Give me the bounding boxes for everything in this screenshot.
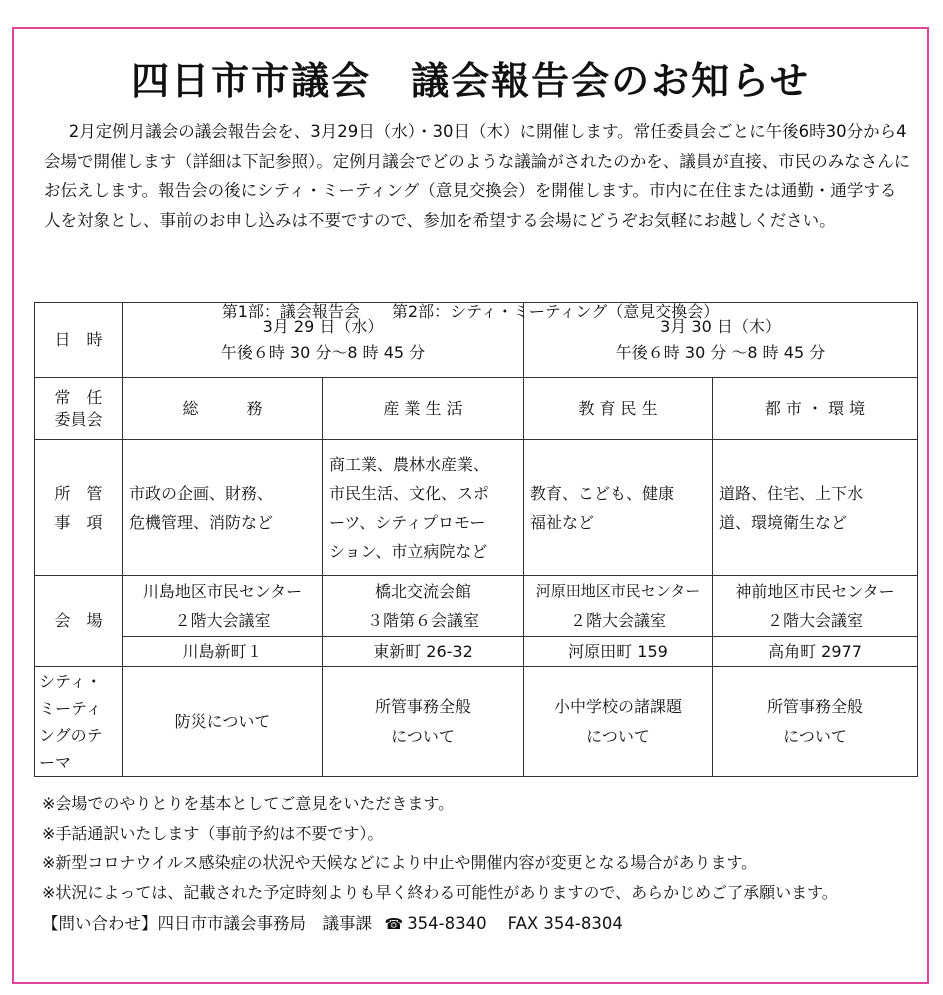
venue-name: 橋北交流会館 [374,582,471,601]
venue-room: ２階大会議室 [569,611,666,630]
note-item: ※会場でのやりとりを基本としてご意見をいただきます。 [42,794,455,813]
jurisdiction-soumu [123,440,323,576]
committee-sangyo: 産 業 生 活 [323,378,524,440]
committee-toshi: 都 市 ・ 環 境 [713,378,918,440]
row-label-line: ミーティ [39,698,102,718]
theme-line: 小中学校の諸課題 [553,696,682,716]
phone-icon: ☎ [384,915,404,933]
row-label-line: 所 管 [54,483,103,503]
jurisdiction-line: 道路、住宅、上下水 [719,483,864,503]
venue-room: ２階大会議室 [767,611,864,630]
row-label-line: 日 時 [54,330,103,349]
venue-name: 川島地区市民センター [142,582,303,601]
notes-section [42,789,922,940]
jurisdiction-kyoiku [524,440,713,576]
row-label-line: ングのテ [39,725,103,745]
jurisdiction-line: 商工業、農林水産業、 [329,454,490,474]
row-label-line: シティ・ [39,671,102,691]
datetime-row [35,303,918,378]
note-item: ※状況によっては、記載された予定時刻よりも早く終わる可能性がありますので、あらかじめご了承願います。 [42,882,838,902]
jurisdiction-sangyo [323,440,524,576]
venue-toshi [713,576,918,637]
venue-address: 川島新町１ [123,637,323,667]
venue-name: 神前地区市民センター [735,582,895,601]
page-title: 四日市市議会 議会報告会のお知らせ [131,59,810,103]
row-label-theme [35,667,123,777]
theme-kyoiku [524,667,713,777]
venue-address: 高角町 2977 [713,637,918,667]
committee-row [35,378,918,440]
date-line: 3月 29 日（水） [262,317,384,336]
jurisdiction-line: 教育、こども、健康 [530,483,675,503]
jurisdiction-line: 道、環境衛生など [719,512,848,532]
intro-paragraph: 2月定例月議会の議会報告会を、3月29日（水）・30日（木）に開催します。常任委員会ごとに午後6時30分から4会場で開催します（詳細は下記参照）。定例月議会でどのような議論がされたのかを、議員が直接、市民のみなさんにお伝えします。報告会の後にシティ・ミーティング（意見交換会）を開催します。市内に在住または通勤・通学する人を対象とし、事前のお申し込みは不要ですので、参加を希望する会場にどうぞお気軽にお越しください。 [44,122,911,230]
date-line: 3月 30 日（木） [660,317,781,336]
committee-soumu: 総 務 [123,378,323,440]
theme-line: について [586,726,650,746]
jurisdiction-line: 危機管理、消防など [129,512,274,532]
jurisdiction-line: ーツ、シティプロモー [329,512,486,532]
jurisdiction-row [35,440,918,576]
jurisdiction-line: 福祉など [530,512,595,532]
theme-soumu [123,667,323,777]
venue-sangyo [323,576,524,637]
row-label-committee [35,378,123,440]
venue-room: ３階第６会議室 [366,611,479,630]
row-label-line: 委員会 [54,409,103,429]
row-label-line: 事 項 [54,512,103,532]
contact-label: 【問い合わせ】四日市市議会事務局 議事課 [42,914,372,933]
program-parts: 第1部：議会報告会 第2部：シティ・ミーティング（意見交換会） [221,302,720,321]
theme-line: について [391,726,455,746]
schedule-table [34,302,918,777]
notice-frame [12,27,929,984]
venue-row [35,576,918,637]
venue-kyoiku [524,576,713,637]
theme-line: について [783,726,847,746]
row-label-datetime [35,303,123,378]
committee-kyoiku: 教 育 民 生 [524,378,713,440]
row-label-jurisdiction [35,440,123,576]
date-cell-30 [524,303,918,378]
theme-toshi [713,667,918,777]
venue-address: 東新町 26-32 [323,637,524,667]
jurisdiction-line: 市民生活、文化、スポ [329,483,490,503]
theme-line: 所管事務全般 [374,696,471,716]
contact-phone: 354-8340 [407,914,487,933]
row-label-line: ーマ [39,752,72,772]
row-label-line: 常 任 [54,387,103,407]
theme-sangyo [323,667,524,777]
jurisdiction-line: ション、市立病院など [329,541,488,561]
time-line: 午後６時 30 分～8 時 45 分 [220,343,426,362]
venue-address: 河原田町 159 [524,637,713,667]
note-item: ※手話通訳いたします（事前予約は不要です）。 [42,823,384,843]
time-line: 午後６時 30 分 ～8 時 45 分 [615,343,826,362]
venue-soumu [123,576,323,637]
venue-name: 河原田地区市民センター [535,582,701,600]
address-row [35,637,918,667]
jurisdiction-toshi [713,440,918,576]
note-item: ※新型コロナウイルス感染症の状況や天候などにより中止や開催内容が変更となる場合があります。 [42,853,758,872]
date-cell-29 [123,303,524,378]
contact-line [42,909,922,940]
jurisdiction-line: 市政の企画、財務、 [129,483,274,503]
row-label-venue: 会 場 [35,576,123,667]
venue-room: ２階大会議室 [174,611,271,630]
theme-line: 所管事務全般 [767,696,864,716]
theme-row [35,667,918,777]
contact-fax: FAX 354-8304 [507,914,623,933]
theme-line: 防災について [174,711,271,731]
